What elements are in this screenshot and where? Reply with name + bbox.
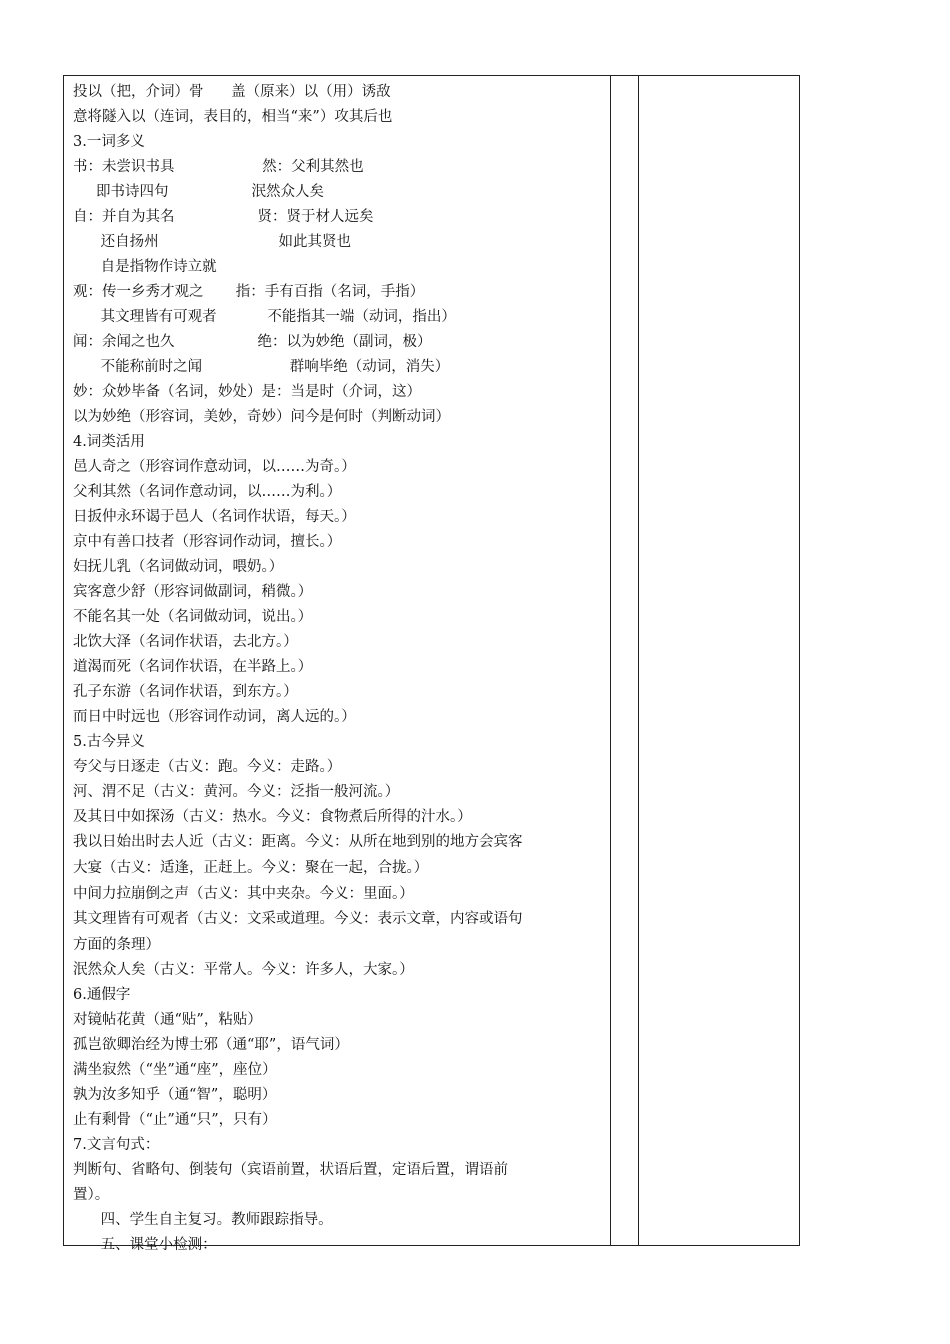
text-line: 即书诗四句 泯然众人矣 xyxy=(73,184,325,200)
text-line: 河、渭不足（古义：黄河。今义：泛指一般河流。） xyxy=(73,784,400,800)
table-frame xyxy=(63,75,800,1253)
text-line: 不能称前时之闻 群响毕绝（动词，消失） xyxy=(73,359,450,375)
text-line: 而日中时远也（形容词作动词，离人远的。） xyxy=(73,709,356,725)
section-heading: 7.文言句式： xyxy=(73,1137,160,1153)
column-divider-2 xyxy=(638,76,639,1245)
text-line: 父利其然（名词作意动词，以……为利。） xyxy=(73,484,342,500)
text-line: 孰为汝多知乎（通“智”，聪明） xyxy=(73,1087,277,1103)
text-line: 宾客意少舒（形容词做副词，稍微。） xyxy=(73,584,313,600)
text-line: 邑人奇之（形容词作意动词，以……为奇。） xyxy=(73,459,356,475)
text-line: 以为妙绝（形容词，美妙，奇妙）问今是何时（判断动词） xyxy=(73,409,450,425)
text-line: 大宴（古义：适逢，正赶上。今义：聚在一起，合拢。） xyxy=(73,860,429,876)
text-line: 道渴而死（名词作状语，在半路上。） xyxy=(73,659,313,675)
text-line: 书：未尝识书具 然：父利其然也 xyxy=(73,159,364,175)
text-line: 中间力拉崩倒之声（古义：其中夹杂。今义：里面。） xyxy=(73,886,414,902)
text-line: 置）。 xyxy=(73,1187,110,1203)
section-heading: 5.古今异义 xyxy=(73,734,145,750)
text-line: 闻：余闻之也久 绝：以为妙绝（副词，极） xyxy=(73,334,432,350)
text-line: 我以日始出时去人近（古义：距离。今义：从所在地到别的地方会宾客 xyxy=(73,834,523,850)
text-line: 其文理皆有可观者 不能指其一端（动词，指出） xyxy=(73,309,456,325)
text-line: 夸父与日逐走（古义：跑。今义：走路。） xyxy=(73,759,342,775)
text-line: 日扳仲永环谒于邑人（名词作状语，每天。） xyxy=(73,509,356,525)
text-line: 不能名其一处（名词做动词，说出。） xyxy=(73,609,313,625)
text-line: 还自扬州 如此其贤也 xyxy=(73,234,351,250)
section-heading: 4.词类活用 xyxy=(73,434,145,450)
section-heading: 3.一词多义 xyxy=(73,134,145,150)
text-line: 止有剩骨（“止”通“只”，只有） xyxy=(73,1112,277,1128)
section-heading: 6.通假字 xyxy=(73,987,131,1003)
text-line: 投以（把，介词）骨 盖（原来）以（用）诱敌 xyxy=(73,84,391,100)
text-line: 意将隧入以（连词，表目的，相当“来”）攻其后也 xyxy=(73,109,393,125)
text-line: 四、学生自主复习。教师跟踪指导。 xyxy=(73,1212,333,1228)
text-line: 方面的条理） xyxy=(73,937,160,953)
text-line: 对镜帖花黄（通“贴”，粘贴） xyxy=(73,1012,262,1028)
text-line: 自：并自为其名 贤：贤于材人远矣 xyxy=(73,209,374,225)
text-line: 观：传一乡秀才观之 指：手有百指（名词，手指） xyxy=(73,284,425,300)
text-line: 判断句、省略句、倒装句（宾语前置，状语后置，定语后置，谓语前 xyxy=(73,1162,508,1178)
text-line: 孤岂欲卿治经为博士邪（通“耶”，语气词） xyxy=(73,1037,349,1053)
text-line: 北饮大泽（名词作状语，去北方。） xyxy=(73,634,298,650)
text-line: 自是指物作诗立就 xyxy=(73,259,217,275)
text-line: 满坐寂然（“坐”通“座”，座位） xyxy=(73,1062,277,1078)
text-line: 妇抚儿乳（名词做动词，喂奶。） xyxy=(73,559,284,575)
text-line: 孔子东游（名词作状语，到东方。） xyxy=(73,684,298,700)
text-line: 及其日中如探汤（古义：热水。今义：食物煮后所得的汁水。） xyxy=(73,809,472,825)
text-line: 泯然众人矣（古义：平常人。今义：许多人，大家。） xyxy=(73,962,414,978)
text-line: 京中有善口技者（形容词作动词，擅长。） xyxy=(73,534,342,550)
lesson-content xyxy=(73,80,598,1258)
text-line: 其文理皆有可观者（古义：文采或道理。今义：表示文章，内容或语句 xyxy=(73,911,523,927)
text-line: 五、课堂小检测： xyxy=(73,1237,217,1253)
text-line: 妙：众妙毕备（名词，妙处）是：当是时（介词，这） xyxy=(73,384,421,400)
column-divider-1 xyxy=(610,76,611,1245)
